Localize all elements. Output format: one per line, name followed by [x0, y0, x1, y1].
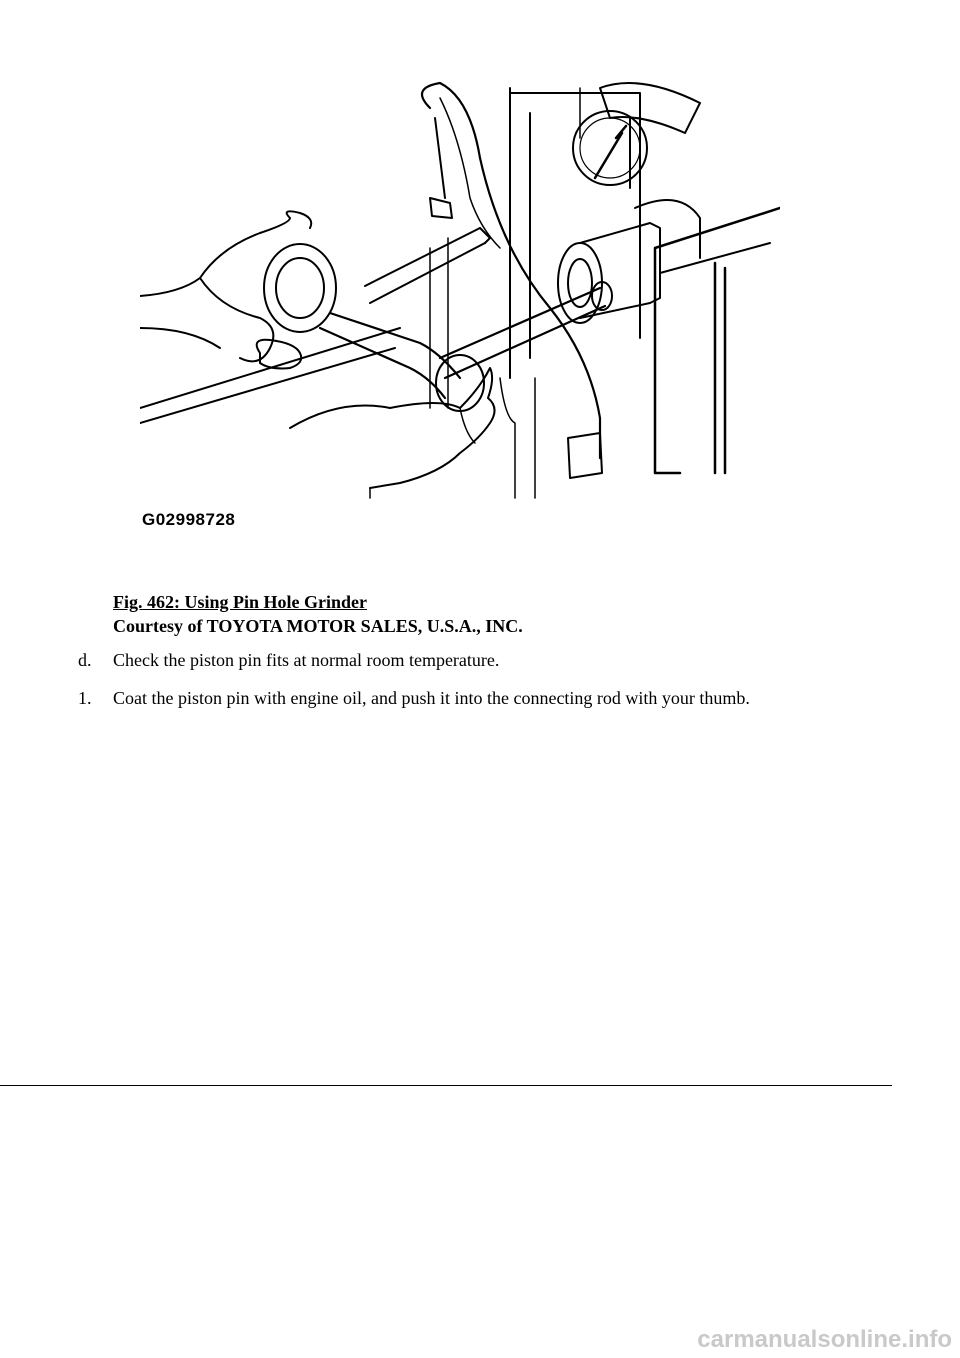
figure-id-label: G02998728	[142, 510, 236, 529]
page-divider	[0, 1085, 892, 1086]
list-marker: d.	[78, 650, 92, 670]
list-marker: 1.	[78, 688, 92, 708]
watermark: carmanualsonline.info	[697, 1326, 952, 1353]
list-item-text: Coat the piston pin with engine oil, and push it into the connecting rod with your thumb.	[113, 688, 750, 708]
figure-title: Fig. 462: Using Pin Hole Grinder	[113, 592, 367, 612]
figure-courtesy: Courtesy of TOYOTA MOTOR SALES, U.S.A., INC.	[113, 616, 523, 636]
figure-caption	[113, 590, 523, 638]
list-item	[78, 648, 499, 672]
list-item	[78, 686, 750, 710]
pin-hole-grinder-illustration	[140, 78, 780, 538]
list-item-text: Check the piston pin fits at normal room temperature.	[113, 650, 500, 670]
